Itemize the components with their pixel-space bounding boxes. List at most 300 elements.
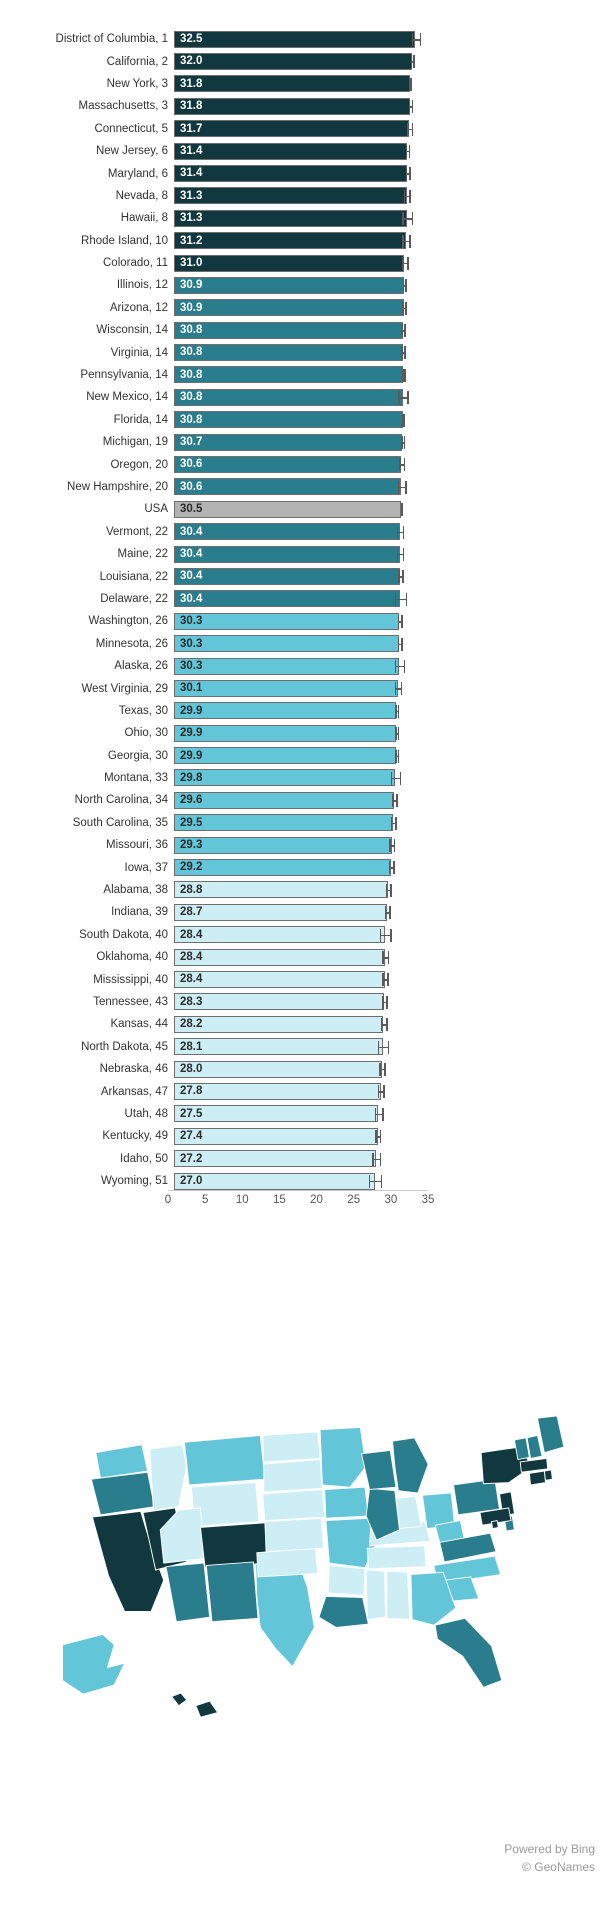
error-bar-cap-high <box>398 727 400 740</box>
bar-value-label: 29.3 <box>180 839 203 852</box>
error-bar-cap-low <box>406 167 408 180</box>
error-bar-cap-high <box>409 235 411 248</box>
bar-value-label: 30.8 <box>180 391 203 404</box>
bar-value-label: 28.1 <box>180 1040 203 1053</box>
bar[interactable] <box>174 837 392 854</box>
bar[interactable] <box>174 344 403 361</box>
map-state-dc[interactable] <box>491 1521 498 1529</box>
bar[interactable] <box>174 769 395 786</box>
bar[interactable] <box>174 187 407 204</box>
row-label: New York, 3 <box>106 77 168 90</box>
map-state-nm[interactable] <box>206 1562 258 1622</box>
chart-row[interactable] <box>0 252 609 274</box>
error-bar-cap-high <box>420 33 422 46</box>
bar[interactable] <box>174 658 399 675</box>
map-credit-geonames: © GeoNames <box>522 1860 595 1874</box>
chart-row[interactable] <box>0 1036 609 1058</box>
chart-row[interactable] <box>0 1013 609 1035</box>
row-plot <box>174 633 609 655</box>
error-bar-cap-low <box>386 884 388 897</box>
bar[interactable] <box>174 613 399 630</box>
bar[interactable] <box>174 456 401 473</box>
map-state-fl[interactable] <box>435 1618 502 1687</box>
x-tick-label: 5 <box>201 1194 209 1206</box>
chart-row[interactable] <box>0 28 609 50</box>
chart-row[interactable] <box>0 386 609 408</box>
row-plot <box>174 521 609 543</box>
row-label: Indiana, 39 <box>111 906 168 919</box>
bar[interactable] <box>174 680 398 697</box>
error-bar-cap-low <box>406 145 408 158</box>
chart-row[interactable] <box>0 565 609 587</box>
error-bar-cap-low <box>407 123 409 136</box>
bar[interactable] <box>174 1105 378 1122</box>
bar[interactable] <box>174 926 385 943</box>
map-state-al[interactable] <box>387 1571 410 1619</box>
map-state-or[interactable] <box>91 1472 154 1515</box>
chart-row[interactable] <box>0 924 609 946</box>
chart-row[interactable] <box>0 722 609 744</box>
bar-value-label: 30.8 <box>180 346 203 359</box>
chart-row[interactable] <box>0 588 609 610</box>
map-state-wi[interactable] <box>362 1450 397 1489</box>
row-label: Connecticut, 5 <box>94 122 168 135</box>
map-state-ar[interactable] <box>328 1565 365 1595</box>
chart-row[interactable] <box>0 856 609 878</box>
error-bar-cap-low <box>402 302 404 315</box>
bar[interactable] <box>174 635 399 652</box>
bar[interactable] <box>174 1083 381 1100</box>
error-bar-cap-high <box>380 1130 382 1143</box>
chart-row[interactable] <box>0 498 609 520</box>
bar[interactable] <box>174 792 394 809</box>
row-plot <box>174 364 609 386</box>
row-label: Pennsylvania, 14 <box>80 369 168 382</box>
row-label: District of Columbia, 1 <box>55 33 168 46</box>
row-plot <box>174 722 609 744</box>
bar[interactable] <box>174 904 387 921</box>
map-state-ak[interactable] <box>63 1634 125 1694</box>
bar-value-label: 27.8 <box>180 1085 203 1098</box>
chart-row[interactable] <box>0 968 609 990</box>
bar[interactable] <box>174 859 391 876</box>
bar[interactable] <box>174 277 404 294</box>
bar-value-label: 29.6 <box>180 794 203 807</box>
bar[interactable] <box>174 881 388 898</box>
chart-row[interactable] <box>0 118 609 140</box>
row-plot <box>174 677 609 699</box>
bar[interactable] <box>174 1173 375 1190</box>
chart-row[interactable] <box>0 73 609 95</box>
error-bar-cap-high <box>401 503 403 516</box>
bar[interactable] <box>174 232 406 249</box>
error-bar-cap-high <box>384 1063 386 1076</box>
row-label: Hawaii, 8 <box>120 212 168 225</box>
chart-row[interactable] <box>0 879 609 901</box>
row-plot <box>174 140 609 162</box>
map-state-tx[interactable] <box>256 1562 315 1667</box>
chart-row[interactable] <box>0 319 609 341</box>
chart-row[interactable] <box>0 1103 609 1125</box>
bar[interactable] <box>174 143 407 160</box>
row-label: Alaska, 26 <box>114 660 168 673</box>
error-bar-cap-low <box>402 212 404 225</box>
error-bar-cap-high <box>401 615 403 628</box>
error-bar-cap-high <box>413 55 415 68</box>
chart-row[interactable] <box>0 185 609 207</box>
error-bar-cap-high <box>405 481 407 494</box>
bar[interactable] <box>174 725 396 742</box>
row-label: South Dakota, 40 <box>79 928 168 941</box>
row-label: Delaware, 22 <box>100 592 168 605</box>
error-bar-cap-low <box>395 682 397 695</box>
chart-row[interactable] <box>0 476 609 498</box>
chart-row[interactable] <box>0 162 609 184</box>
bar-value-label: 30.7 <box>180 436 203 449</box>
row-label: Washington, 26 <box>88 615 168 628</box>
bar[interactable] <box>174 366 403 383</box>
bar[interactable] <box>174 255 404 272</box>
row-plot <box>174 1013 609 1035</box>
error-bar-cap-high <box>411 78 413 91</box>
error-bar-cap-low <box>391 772 393 785</box>
row-label: Idaho, 50 <box>120 1152 168 1165</box>
chart-row[interactable] <box>0 230 609 252</box>
bar-value-label: 28.8 <box>180 883 203 896</box>
map-state-ne[interactable] <box>263 1490 325 1521</box>
map-state-tn[interactable] <box>367 1546 426 1569</box>
bar[interactable] <box>174 75 410 92</box>
error-bar-line <box>369 1181 381 1183</box>
row-plot <box>174 588 609 610</box>
bar-value-label: 31.3 <box>180 189 203 202</box>
error-bar-cap-low <box>379 1063 381 1076</box>
row-label: North Carolina, 34 <box>74 794 168 807</box>
map-state-ok[interactable] <box>257 1548 318 1577</box>
map-state-hi[interactable] <box>172 1693 218 1717</box>
error-bar-cap-low <box>382 973 384 986</box>
error-bar-cap-high <box>407 257 409 270</box>
chart-row[interactable] <box>0 453 609 475</box>
bar[interactable] <box>174 120 409 137</box>
error-bar-cap-high <box>390 929 392 942</box>
bar-value-label: 30.3 <box>180 615 203 628</box>
row-plot <box>174 610 609 632</box>
error-bar-cap-high <box>388 1041 390 1054</box>
error-bar-cap-low <box>382 951 384 964</box>
error-bar-cap-high <box>401 638 403 651</box>
bar-value-label: 30.8 <box>180 324 203 337</box>
x-tick-label: 15 <box>273 1194 286 1206</box>
chart-row[interactable] <box>0 789 609 811</box>
bar[interactable] <box>174 546 400 563</box>
row-plot <box>174 73 609 95</box>
row-plot <box>174 1170 609 1192</box>
error-bar-line <box>380 935 390 937</box>
map-state-sd[interactable] <box>264 1460 323 1492</box>
map-state-ct[interactable] <box>529 1471 545 1485</box>
bar-value-label: 30.1 <box>180 682 203 695</box>
row-label: Georgia, 30 <box>107 749 168 762</box>
row-plot <box>174 879 609 901</box>
error-bar-cap-low <box>399 458 401 471</box>
map-state-ks[interactable] <box>265 1518 324 1551</box>
row-plot <box>174 118 609 140</box>
row-label: Alabama, 38 <box>103 884 168 897</box>
error-bar-cap-low <box>372 1153 374 1166</box>
row-label: Maryland, 6 <box>107 167 168 180</box>
bar[interactable] <box>174 971 385 988</box>
bar[interactable] <box>174 322 403 339</box>
row-label: Montana, 33 <box>104 772 168 785</box>
map-state-id[interactable] <box>150 1445 187 1511</box>
bar-value-label: 28.7 <box>180 906 203 919</box>
row-label: Rhode Island, 10 <box>81 234 168 247</box>
bar-value-label: 31.7 <box>180 122 203 135</box>
row-plot <box>174 1036 609 1058</box>
bar-value-label: 32.5 <box>180 33 203 45</box>
row-plot <box>174 252 609 274</box>
bar-value-label: 30.4 <box>180 547 203 560</box>
chart-row[interactable] <box>0 274 609 296</box>
row-plot <box>174 789 609 811</box>
chart-row[interactable] <box>0 297 609 319</box>
bar[interactable] <box>174 568 400 585</box>
map-state-nd[interactable] <box>263 1432 321 1462</box>
bar[interactable] <box>174 993 384 1010</box>
row-label: Ohio, 30 <box>124 727 168 740</box>
row-label: New Jersey, 6 <box>95 145 168 158</box>
error-bar-cap-high <box>398 750 400 763</box>
row-label: Florida, 14 <box>113 413 168 426</box>
row-plot <box>174 319 609 341</box>
bar-value-label: 27.5 <box>180 1107 203 1120</box>
bar-value-label: 31.8 <box>180 100 203 113</box>
row-plot <box>174 968 609 990</box>
row-label: Virginia, 14 <box>110 346 168 359</box>
row-label: North Dakota, 45 <box>81 1040 168 1053</box>
row-plot <box>174 745 609 767</box>
row-label: Maine, 22 <box>117 548 168 561</box>
bar[interactable] <box>174 1128 378 1145</box>
bar-value-label: 30.8 <box>180 413 203 426</box>
row-plot <box>174 1058 609 1080</box>
map-credit-bing: Powered by Bing <box>504 1842 595 1856</box>
map-state-la[interactable] <box>319 1596 368 1627</box>
row-label: Nevada, 8 <box>115 189 168 202</box>
row-label: Mississippi, 40 <box>93 973 168 986</box>
chart-row[interactable] <box>0 655 609 677</box>
bar-value-label: 27.4 <box>180 1130 203 1143</box>
error-bar-cap-high <box>404 414 406 427</box>
error-bar-cap-high <box>383 1085 385 1098</box>
error-bar-cap-high <box>398 705 400 718</box>
bar[interactable] <box>174 1016 383 1033</box>
row-label: Kentucky, 49 <box>102 1130 168 1143</box>
bar-value-label: 28.4 <box>180 973 203 986</box>
error-bar-cap-low <box>412 33 414 46</box>
error-bar-cap-low <box>369 1175 371 1188</box>
bar-value-label: 31.8 <box>180 77 203 90</box>
chart-row[interactable] <box>0 700 609 722</box>
chart-row[interactable] <box>0 521 609 543</box>
chart-row[interactable] <box>0 341 609 363</box>
chart-row[interactable] <box>0 767 609 789</box>
error-bar-cap-low <box>395 593 397 606</box>
error-bar-cap-high <box>403 548 405 561</box>
bar-value-label: 30.4 <box>180 570 203 583</box>
error-bar-cap-high <box>389 906 391 919</box>
bar[interactable] <box>174 165 407 182</box>
bar[interactable] <box>174 434 402 451</box>
bar-value-label: 28.0 <box>180 1062 203 1075</box>
row-label: New Mexico, 14 <box>86 391 168 404</box>
error-bar-cap-low <box>398 638 400 651</box>
bar-value-label: 30.9 <box>180 301 203 314</box>
bar-value-label: 30.3 <box>180 659 203 672</box>
error-bar-cap-high <box>380 1153 382 1166</box>
error-bar-cap-high <box>404 324 406 337</box>
row-plot <box>174 924 609 946</box>
error-bar-cap-high <box>386 996 388 1009</box>
bar[interactable] <box>174 53 412 70</box>
error-bar-cap-high <box>404 436 406 449</box>
chart-row[interactable] <box>0 1125 609 1147</box>
choropleth-map[interactable] <box>0 1240 609 1920</box>
us-map-svg[interactable] <box>28 1240 580 1900</box>
bar-value-label: 31.4 <box>180 167 203 180</box>
bar-value-label: 30.6 <box>180 480 203 493</box>
map-state-mn[interactable] <box>320 1427 366 1487</box>
error-bar-cap-low <box>385 906 387 919</box>
bar-value-label: 28.4 <box>180 951 203 964</box>
bar[interactable] <box>174 814 393 831</box>
chart-row[interactable] <box>0 812 609 834</box>
row-plot <box>174 453 609 475</box>
chart-row[interactable] <box>0 901 609 923</box>
bar-value-label: 31.2 <box>180 234 203 247</box>
chart-row[interactable] <box>0 95 609 117</box>
bar[interactable] <box>174 389 403 406</box>
bar-value-label: 28.2 <box>180 1018 203 1031</box>
error-bar-cap-high <box>395 817 397 830</box>
bar[interactable] <box>174 501 401 518</box>
x-tick-label: 10 <box>235 1194 249 1206</box>
error-bar-cap-low <box>392 794 394 807</box>
row-label: Wyoming, 51 <box>100 1175 168 1188</box>
x-tick-label: 20 <box>310 1194 323 1206</box>
map-state-mi[interactable] <box>393 1438 429 1493</box>
bar[interactable] <box>174 949 385 966</box>
bar[interactable] <box>174 747 396 764</box>
chart-row[interactable] <box>0 991 609 1013</box>
bar[interactable] <box>174 98 410 115</box>
bar-value-label: 30.8 <box>180 368 203 381</box>
error-bar-cap-low <box>375 1108 377 1121</box>
map-state-ia[interactable] <box>325 1487 369 1518</box>
chart-row[interactable] <box>0 633 609 655</box>
bar-value-label: 30.9 <box>180 279 203 292</box>
chart-row[interactable] <box>0 431 609 453</box>
row-plot <box>174 431 609 453</box>
error-bar-cap-high <box>381 1175 383 1188</box>
row-label: USA <box>144 503 168 516</box>
x-tick-label: 30 <box>384 1194 398 1206</box>
row-plot <box>174 1148 609 1170</box>
row-plot <box>174 476 609 498</box>
chart-row[interactable] <box>0 543 609 565</box>
map-state-az[interactable] <box>166 1563 210 1622</box>
row-plot <box>174 409 609 431</box>
map-state-pa[interactable] <box>454 1479 500 1515</box>
row-plot <box>174 1125 609 1147</box>
error-bar-cap-low <box>398 570 400 583</box>
chart-row[interactable] <box>0 50 609 72</box>
chart-row[interactable] <box>0 1148 609 1170</box>
map-state-ms[interactable] <box>366 1570 386 1619</box>
chart-row[interactable] <box>0 745 609 767</box>
chart-row[interactable] <box>0 677 609 699</box>
bar[interactable] <box>174 1038 383 1055</box>
bar[interactable] <box>174 590 400 607</box>
bar-value-label: 30.5 <box>180 503 203 516</box>
chart-row[interactable] <box>0 207 609 229</box>
chart-row[interactable] <box>0 610 609 632</box>
chart-row[interactable] <box>0 1058 609 1080</box>
error-bar-cap-high <box>388 951 390 964</box>
row-plot <box>174 655 609 677</box>
error-bar-cap-low <box>389 861 391 874</box>
chart-row[interactable] <box>0 409 609 431</box>
chart-row[interactable] <box>0 140 609 162</box>
bar-value-label: 28.3 <box>180 995 203 1008</box>
row-label: Arizona, 12 <box>109 301 168 314</box>
row-plot <box>174 498 609 520</box>
bar-value-label: 29.8 <box>180 771 203 784</box>
row-label: Colorado, 11 <box>103 257 168 270</box>
row-label: South Carolina, 35 <box>72 816 168 829</box>
bar[interactable] <box>174 523 400 540</box>
chart-row[interactable] <box>0 364 609 386</box>
bar[interactable] <box>174 411 403 428</box>
row-plot <box>174 700 609 722</box>
chart-row[interactable] <box>0 1080 609 1102</box>
error-bar-cap-low <box>398 481 400 494</box>
map-state-mt[interactable] <box>184 1435 265 1484</box>
bar-value-label: 29.9 <box>180 727 203 740</box>
bar[interactable] <box>174 1061 382 1078</box>
bar[interactable] <box>174 702 396 719</box>
error-bar-cap-low <box>395 660 397 673</box>
bar[interactable] <box>174 31 415 48</box>
error-bar-cap-high <box>409 145 411 158</box>
bar[interactable] <box>174 1150 376 1167</box>
bar[interactable] <box>174 478 401 495</box>
chart-row[interactable] <box>0 946 609 968</box>
bar-value-label: 30.4 <box>180 525 203 538</box>
row-plot <box>174 95 609 117</box>
row-label: Wisconsin, 14 <box>96 324 168 337</box>
chart-row[interactable] <box>0 1170 609 1192</box>
error-bar-cap-high <box>396 794 398 807</box>
map-state-me[interactable] <box>537 1416 563 1453</box>
bar[interactable] <box>174 299 404 316</box>
bar-value-label: 27.2 <box>180 1152 203 1165</box>
error-bar-cap-high <box>386 1018 388 1031</box>
x-tick-label: 35 <box>421 1194 435 1206</box>
chart-row[interactable] <box>0 834 609 856</box>
bar[interactable] <box>174 210 407 227</box>
